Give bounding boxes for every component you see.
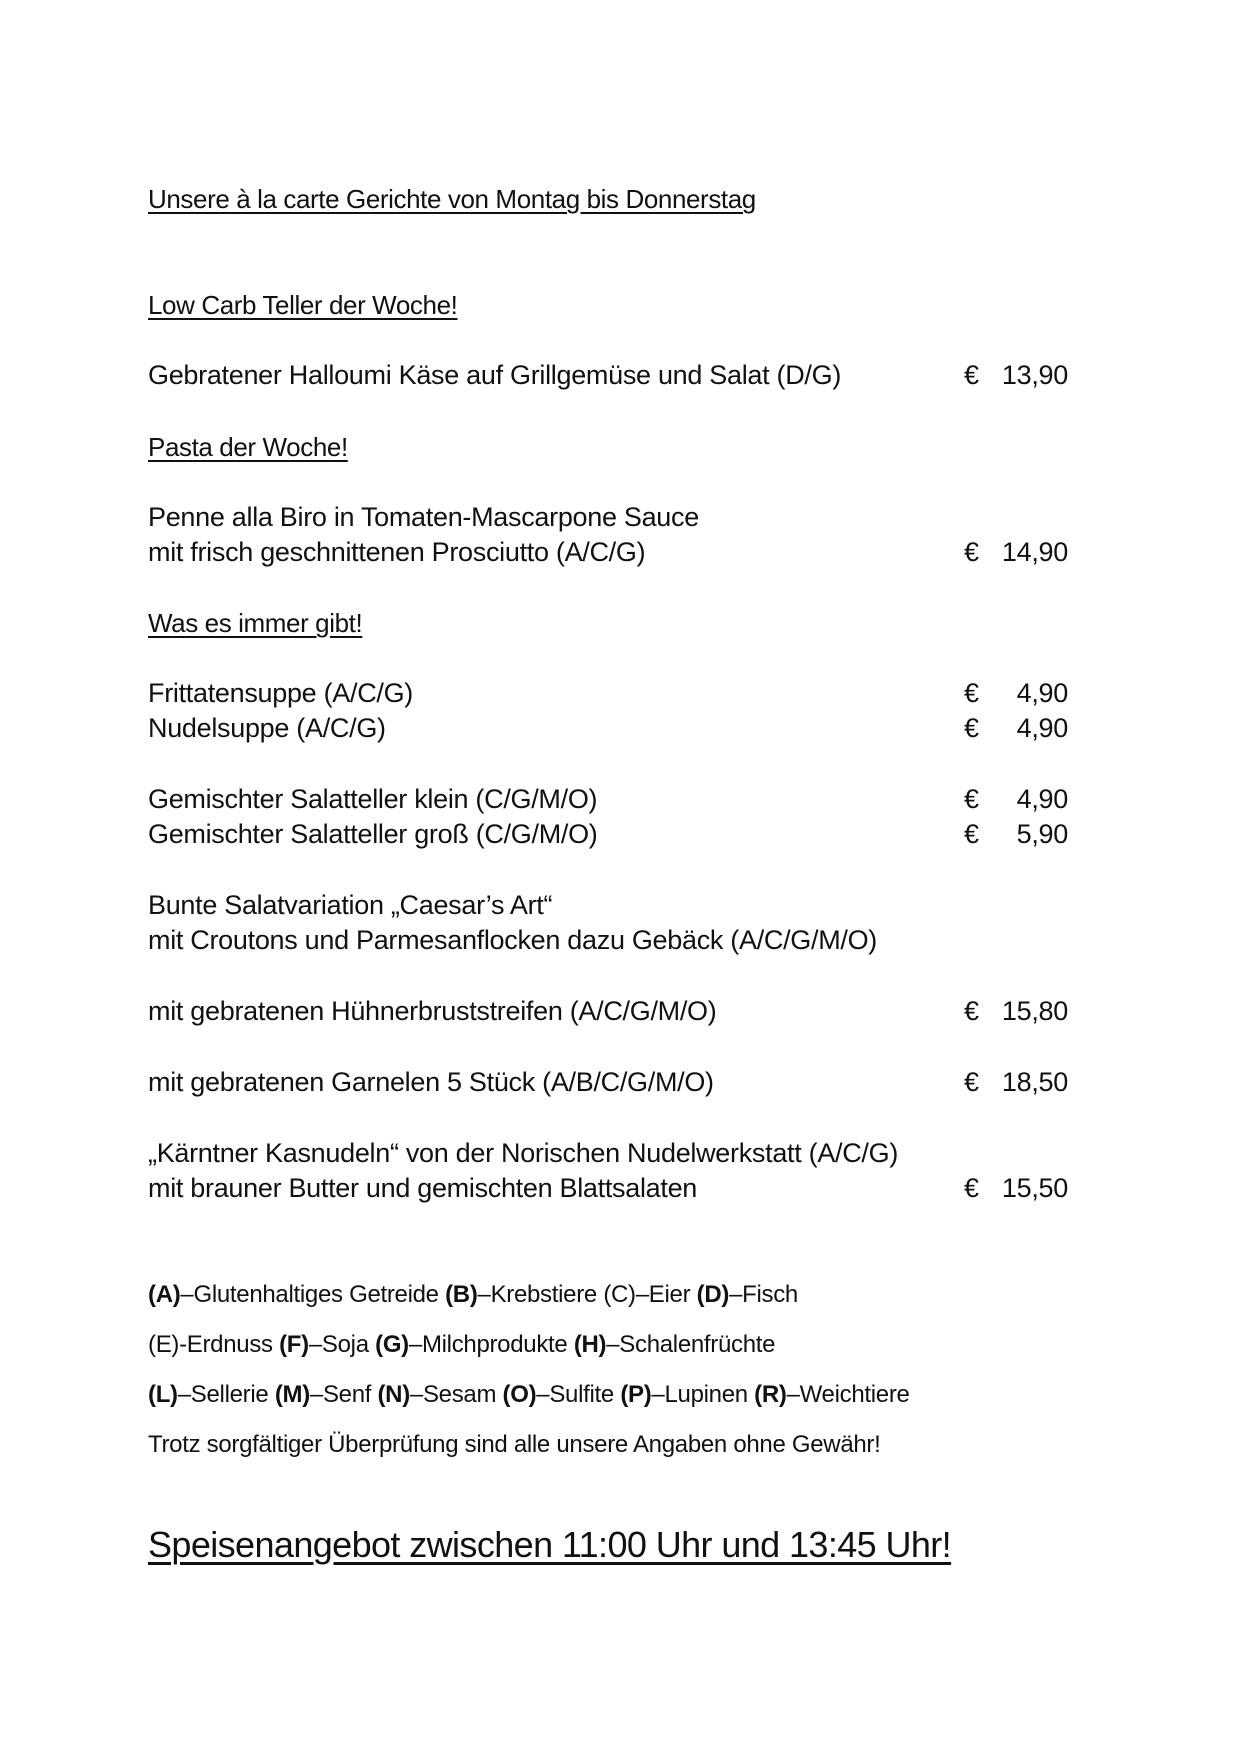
- menu-item-frittatensuppe: Frittatensuppe (A/C/G): [148, 678, 413, 708]
- currency: €: [964, 996, 979, 1026]
- allergen-label: –Senf: [309, 1381, 378, 1408]
- price-salat-gross: [964, 819, 1068, 850]
- page-title: Unsere à la carte Gerichte von Montag bis Donnerstag: [148, 184, 756, 214]
- serving-hours-banner: Speisenangebot zwischen 11:00 Uhr und 13:45 Uhr!: [148, 1524, 952, 1565]
- currency: €: [964, 784, 979, 814]
- amount: 4,90: [1016, 678, 1068, 708]
- amount: 4,90: [1016, 713, 1068, 743]
- price-salat-klein: [964, 784, 1068, 815]
- menu-item-kasnudeln-line1: „Kärntner Kasnudeln“ von der Norischen Nudelwerkstatt (A/C/G): [148, 1138, 899, 1168]
- allergen-code: (N): [377, 1381, 410, 1408]
- allergen-code: (E): [148, 1331, 180, 1358]
- allergen-label: –Schalenfrüchte: [606, 1331, 776, 1358]
- allergen-line-2: [148, 1331, 775, 1359]
- price-huehnerbrust: [964, 996, 1068, 1027]
- amount: 13,90: [1001, 360, 1068, 390]
- currency: €: [964, 713, 979, 743]
- allergen-code: (B): [445, 1281, 478, 1308]
- menu-item-kasnudeln-line2: mit brauner Butter und gemischten Blattsalaten: [148, 1173, 698, 1203]
- price-kasnudeln: [964, 1173, 1068, 1204]
- allergen-label: –Krebstiere: [477, 1281, 604, 1308]
- allergen-code: (A): [148, 1281, 181, 1308]
- allergen-code: (C): [603, 1281, 636, 1308]
- amount: 4,90: [1016, 784, 1068, 814]
- currency: €: [964, 537, 979, 567]
- menu-item-salat-gross: Gemischter Salatteller groß (C/G/M/O): [148, 819, 598, 849]
- allergen-label: –Sulfite: [536, 1381, 621, 1408]
- allergen-code: (O): [502, 1381, 537, 1408]
- allergen-code: (G): [375, 1331, 409, 1358]
- allergen-label: –Soja: [308, 1331, 376, 1358]
- allergen-label: –Fisch: [729, 1281, 798, 1308]
- currency: €: [964, 678, 979, 708]
- allergen-label: –Lupinen: [651, 1381, 755, 1408]
- menu-item-garnelen: mit gebratenen Garnelen 5 Stück (A/B/C/G/M/O): [148, 1067, 714, 1097]
- menu-item-penne-line2: mit frisch geschnittenen Prosciutto (A/C/G): [148, 537, 646, 567]
- price-penne: [964, 537, 1068, 568]
- menu-item-penne-line1: Penne alla Biro in Tomaten-Mascarpone Sauce: [148, 502, 699, 532]
- price-garnelen: [964, 1067, 1068, 1098]
- allergen-label: –Glutenhaltiges Getreide: [180, 1281, 446, 1308]
- amount: 15,80: [1001, 996, 1068, 1026]
- allergen-code: (D): [696, 1281, 730, 1308]
- allergen-code: (L): [148, 1381, 178, 1408]
- allergen-line-1: [148, 1281, 798, 1309]
- allergen-code: (H): [573, 1331, 607, 1358]
- allergen-code: (M): [274, 1381, 310, 1408]
- price-nudelsuppe: [964, 713, 1068, 744]
- section-heading-always: Was es immer gibt!: [148, 608, 363, 638]
- amount: 15,50: [1001, 1173, 1068, 1203]
- menu-item-huehnerbrust: mit gebratenen Hühnerbruststreifen (A/C/G/M/O): [148, 996, 717, 1026]
- disclaimer: Trotz sorgfältiger Überprüfung sind alle unsere Angaben ohne Gewähr!: [148, 1431, 881, 1458]
- currency: €: [964, 360, 979, 390]
- menu-item-salat-klein: Gemischter Salatteller klein (C/G/M/O): [148, 784, 598, 814]
- allergen-code: (P): [620, 1381, 652, 1408]
- amount: 5,90: [1016, 819, 1068, 849]
- allergen-label: –Eier: [635, 1281, 697, 1308]
- menu-item-caesar-line2: mit Croutons und Parmesanflocken dazu Gebäck (A/C/G/M/O): [148, 925, 877, 955]
- currency: €: [964, 819, 979, 849]
- section-heading-pasta: Pasta der Woche!: [148, 432, 348, 462]
- allergen-code: (F): [279, 1331, 309, 1358]
- section-heading-low-carb: Low Carb Teller der Woche!: [148, 290, 458, 320]
- menu-item-halloumi: Gebratener Halloumi Käse auf Grillgemüse und Salat (D/G): [148, 360, 842, 390]
- amount: 14,90: [1001, 537, 1068, 567]
- allergen-code: (R): [754, 1381, 787, 1408]
- allergen-line-3: [148, 1381, 910, 1409]
- currency: €: [964, 1173, 979, 1203]
- amount: 18,50: [1001, 1067, 1068, 1097]
- allergen-label: -Erdnuss: [179, 1331, 280, 1358]
- allergen-label: –Sellerie: [177, 1381, 275, 1408]
- price-halloumi: [964, 360, 1068, 391]
- menu-item-caesar-line1: Bunte Salatvariation „Caesar’s Art“: [148, 890, 553, 920]
- price-frittatensuppe: [964, 678, 1068, 709]
- currency: €: [964, 1067, 979, 1097]
- allergen-label: –Weichtiere: [786, 1381, 910, 1408]
- allergen-label: –Milchprodukte: [408, 1331, 574, 1358]
- menu-item-nudelsuppe: Nudelsuppe (A/C/G): [148, 713, 386, 743]
- allergen-label: –Sesam: [409, 1381, 503, 1408]
